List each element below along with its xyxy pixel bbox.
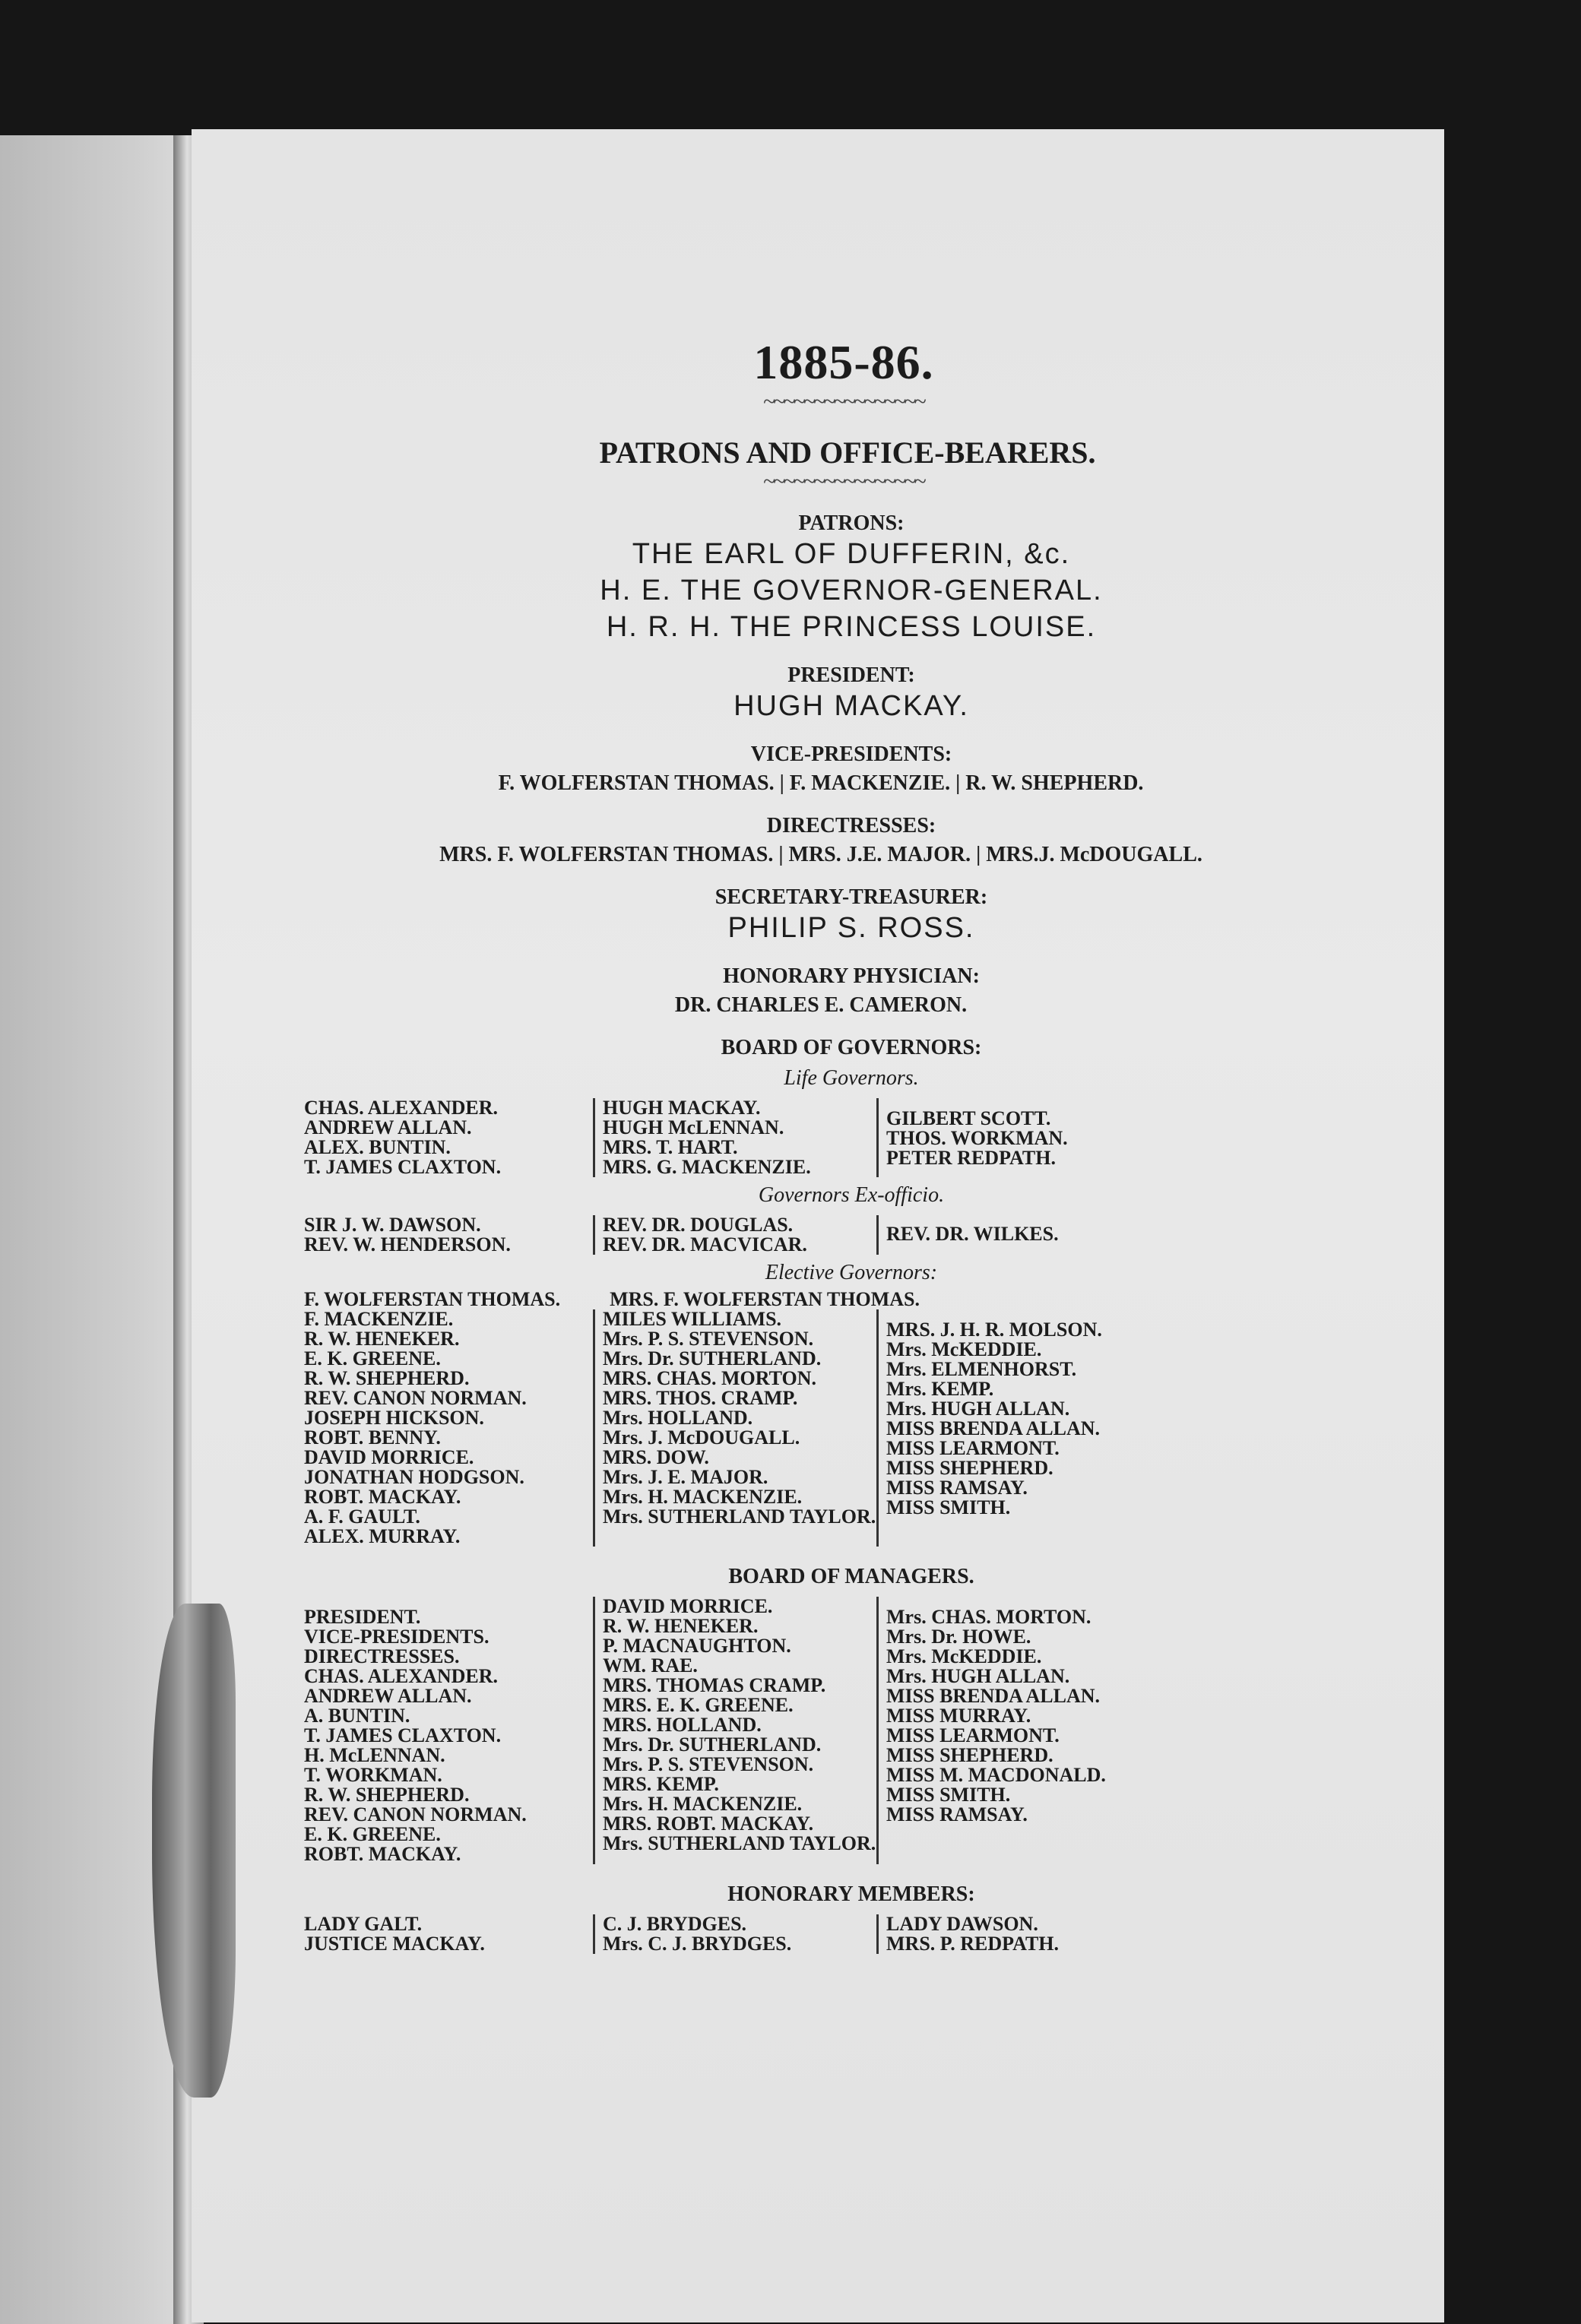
list-item: R. W. SHEPHERD.: [304, 1367, 470, 1389]
list-item: PRESIDENT.: [304, 1606, 421, 1628]
list-item: LADY GALT.: [304, 1913, 423, 1935]
life-right: [876, 1098, 1160, 1177]
list-item: Mrs. CHAS. MORTON.: [886, 1606, 1091, 1628]
list-item: Mrs. J. E. MAJOR.: [603, 1466, 768, 1488]
elective-governors: [304, 1309, 1338, 1547]
directresses: MRS. F. WOLFERSTAN THOMAS. | MRS. J.E. MAJOR. | MRS.J. McDOUGALL.: [439, 843, 1202, 866]
list-item: E. K. GREENE.: [304, 1347, 441, 1369]
physician-heading: HONORARY PHYSICIAN:: [723, 964, 980, 988]
list-item: T. JAMES CLAXTON.: [304, 1156, 502, 1178]
list-item: MISS RAMSAY.: [886, 1803, 1028, 1825]
list-item: MRS. THOMAS CRAMP.: [603, 1674, 826, 1696]
list-item: Mrs. Dr. SUTHERLAND.: [603, 1347, 822, 1369]
list-item: MRS. G. MACKENZIE.: [603, 1156, 811, 1178]
list-item: HUGH McLENNAN.: [603, 1116, 784, 1138]
list-item: F. MACKENZIE.: [304, 1308, 454, 1330]
honorary-left: [304, 1914, 593, 1954]
list-item: JOSEPH HICKSON.: [304, 1407, 484, 1429]
list-item: MISS LEARMONT.: [886, 1724, 1060, 1746]
list-item: MISS RAMSAY.: [886, 1477, 1028, 1499]
page-content: [304, 334, 1338, 1954]
list-item: MRS. J. H. R. MOLSON.: [886, 1319, 1102, 1341]
list-item: ROBT. BENNY.: [304, 1426, 441, 1449]
list-item: ALEX. BUNTIN.: [304, 1136, 451, 1158]
list-item: REV. CANON NORMAN.: [304, 1803, 527, 1825]
honorary-mid: [593, 1914, 876, 1954]
list-item: Mrs. H. MACKENZIE.: [603, 1486, 803, 1508]
elective-mid: [593, 1309, 876, 1547]
list-item: R. W. HENEKER.: [304, 1328, 460, 1350]
list-item: H. McLENNAN.: [304, 1744, 445, 1766]
list-item: ROBT. MACKAY.: [304, 1843, 461, 1865]
list-item: Mrs. McKEDDIE.: [886, 1645, 1042, 1667]
list-item: Mrs. SUTHERLAND TAYLOR.: [603, 1832, 876, 1854]
list-item: E. K. GREENE.: [304, 1823, 441, 1845]
list-item: Mrs. ELMENHORST.: [886, 1358, 1077, 1380]
managers-heading: BOARD OF MANAGERS.: [728, 1565, 974, 1588]
life-mid: [593, 1098, 876, 1177]
list-item: Mrs. H. MACKENZIE.: [603, 1793, 803, 1815]
patron-2: H. E. THE GOVERNOR-GENERAL.: [600, 575, 1103, 606]
elective-left: [304, 1309, 593, 1547]
list-item: MRS. KEMP.: [603, 1773, 719, 1795]
list-item: MISS BRENDA ALLAN.: [886, 1417, 1101, 1439]
list-item: MRS. CHAS. MORTON.: [603, 1367, 817, 1389]
list-item: Mrs. Dr. HOWE.: [886, 1626, 1031, 1648]
list-item: MRS. ROBT. MACKAY.: [603, 1813, 814, 1835]
list-item: MISS SHEPHERD.: [886, 1744, 1053, 1766]
list-item: P. MACNAUGHTON.: [603, 1635, 791, 1657]
ornament-divider-2: ~~~~~~~~~~~~~~~~: [763, 469, 924, 494]
list-item: Mrs. SUTHERLAND TAYLOR.: [603, 1506, 876, 1528]
patron-1: THE EARL OF DUFFERIN, &c.: [632, 538, 1071, 570]
list-item: Mrs. C. J. BRYDGES.: [603, 1933, 792, 1955]
exofficio-left: [304, 1215, 593, 1255]
vice-presidents: F. WOLFERSTAN THOMAS. | F. MACKENZIE. | R. W. SHEPHERD.: [498, 771, 1144, 795]
managers-left: [304, 1597, 593, 1864]
list-item: REV. DR. DOUGLAS.: [603, 1214, 794, 1236]
list-item: MISS SHEPHERD.: [886, 1457, 1053, 1479]
secretary-name: PHILIP S. ROSS.: [727, 912, 975, 944]
president-name: HUGH MACKAY.: [733, 690, 969, 722]
board-of-managers: [304, 1597, 1338, 1864]
list-item: MRS. THOS. CRAMP.: [603, 1387, 798, 1409]
list-item: GILBERT SCOTT.: [886, 1107, 1051, 1129]
list-item: MRS. E. K. GREENE.: [603, 1694, 794, 1716]
list-item: DIRECTRESSES.: [304, 1645, 460, 1667]
directresses-heading: DIRECTRESSES:: [766, 814, 936, 837]
elective-right: [876, 1309, 1160, 1547]
honorary-right: [876, 1914, 1160, 1954]
managers-mid: [593, 1597, 876, 1864]
list-item: Mrs. HUGH ALLAN.: [886, 1665, 1070, 1687]
exofficio-heading: Governors Ex-officio.: [758, 1183, 945, 1207]
elective-top-line: F. WOLFERSTAN THOMAS. MRS. F. WOLFERSTAN THOMAS.: [304, 1288, 920, 1310]
list-item: Mrs. HUGH ALLAN.: [886, 1398, 1070, 1420]
list-item: Mrs. McKEDDIE.: [886, 1338, 1042, 1360]
list-item: Mrs. KEMP.: [886, 1378, 994, 1400]
life-governors: [304, 1098, 1338, 1177]
list-item: MISS LEARMONT.: [886, 1437, 1060, 1459]
list-item: HUGH MACKAY.: [603, 1097, 761, 1119]
page-title: PATRONS AND OFFICE-BEARERS.: [599, 435, 1096, 470]
elective-heading: Elective Governors:: [765, 1261, 938, 1284]
list-item: DAVID MORRICE.: [603, 1595, 773, 1617]
exofficio-governors: [304, 1215, 1338, 1255]
list-item: T. WORKMAN.: [304, 1764, 442, 1786]
list-item: A. F. GAULT.: [304, 1506, 420, 1528]
managers-right: [876, 1597, 1160, 1864]
list-item: PETER REDPATH.: [886, 1147, 1056, 1169]
life-left: [304, 1098, 593, 1177]
secretary-heading: SECRETARY-TREASURER:: [714, 885, 988, 909]
list-item: CHAS. ALEXANDER.: [304, 1097, 498, 1119]
list-item: REV. CANON NORMAN.: [304, 1387, 527, 1409]
list-item: REV. DR. MACVICAR.: [603, 1233, 807, 1255]
list-item: A. BUNTIN.: [304, 1705, 410, 1727]
list-item: MRS. HOLLAND.: [603, 1714, 762, 1736]
list-item: Mrs. Dr. SUTHERLAND.: [603, 1734, 822, 1756]
list-item: JUSTICE MACKAY.: [304, 1933, 485, 1955]
list-item: ANDREW ALLAN.: [304, 1685, 472, 1707]
list-item: T. JAMES CLAXTON.: [304, 1724, 502, 1746]
honorary-members: [304, 1914, 1338, 1954]
list-item: MISS SMITH.: [886, 1496, 1011, 1518]
honorary-heading: HONORARY MEMBERS:: [727, 1882, 975, 1906]
list-item: LADY DAWSON.: [886, 1913, 1038, 1935]
list-item: ANDREW ALLAN.: [304, 1116, 472, 1138]
list-item: REV. W. HENDERSON.: [304, 1233, 511, 1255]
list-item: MRS. P. REDPATH.: [886, 1933, 1060, 1955]
patron-3: H. R. H. THE PRINCESS LOUISE.: [606, 611, 1097, 643]
list-item: MISS MURRAY.: [886, 1705, 1031, 1727]
list-item: DAVID MORRICE.: [304, 1446, 474, 1468]
list-item: MISS BRENDA ALLAN.: [886, 1685, 1101, 1707]
list-item: ROBT. MACKAY.: [304, 1486, 461, 1508]
list-item: ALEX. MURRAY.: [304, 1525, 461, 1547]
list-item: JONATHAN HODGSON.: [304, 1466, 524, 1488]
list-item: MISS M. MACDONALD.: [886, 1764, 1106, 1786]
physician-name: DR. CHARLES E. CAMERON.: [674, 993, 968, 1017]
patrons-heading: PATRONS:: [798, 511, 905, 535]
list-item: MISS SMITH.: [886, 1784, 1011, 1806]
list-item: WM. RAE.: [603, 1654, 698, 1677]
governors-heading: BOARD OF GOVERNORS:: [721, 1036, 982, 1059]
life-governors-heading: Life Governors.: [784, 1066, 919, 1090]
list-item: R. W. SHEPHERD.: [304, 1784, 470, 1806]
exofficio-mid: [593, 1215, 876, 1255]
ornament-divider: ~~~~~~~~~~~~~~~~: [763, 389, 924, 414]
list-item: VICE-PRESIDENTS.: [304, 1626, 490, 1648]
list-item: REV. DR. WILKES.: [886, 1223, 1059, 1245]
list-item: C. J. BRYDGES.: [603, 1913, 747, 1935]
list-item: Mrs. HOLLAND.: [603, 1407, 753, 1429]
list-item: THOS. WORKMAN.: [886, 1127, 1068, 1149]
exofficio-right: [876, 1215, 1160, 1255]
year-heading: 1885-86.: [753, 335, 934, 389]
list-item: CHAS. ALEXANDER.: [304, 1665, 498, 1687]
list-item: MRS. DOW.: [603, 1446, 709, 1468]
list-item: MILES WILLIAMS.: [603, 1308, 782, 1330]
torn-edge: [152, 1604, 236, 2098]
list-item: R. W. HENEKER.: [603, 1615, 759, 1637]
list-item: Mrs. P. S. STEVENSON.: [603, 1328, 814, 1350]
list-item: Mrs. P. S. STEVENSON.: [603, 1753, 814, 1775]
list-item: MRS. T. HART.: [603, 1136, 738, 1158]
list-item: Mrs. J. McDOUGALL.: [603, 1426, 800, 1449]
vice-presidents-heading: VICE-PRESIDENTS:: [750, 742, 952, 766]
list-item: SIR J. W. DAWSON.: [304, 1214, 481, 1236]
president-heading: PRESIDENT:: [787, 663, 915, 687]
